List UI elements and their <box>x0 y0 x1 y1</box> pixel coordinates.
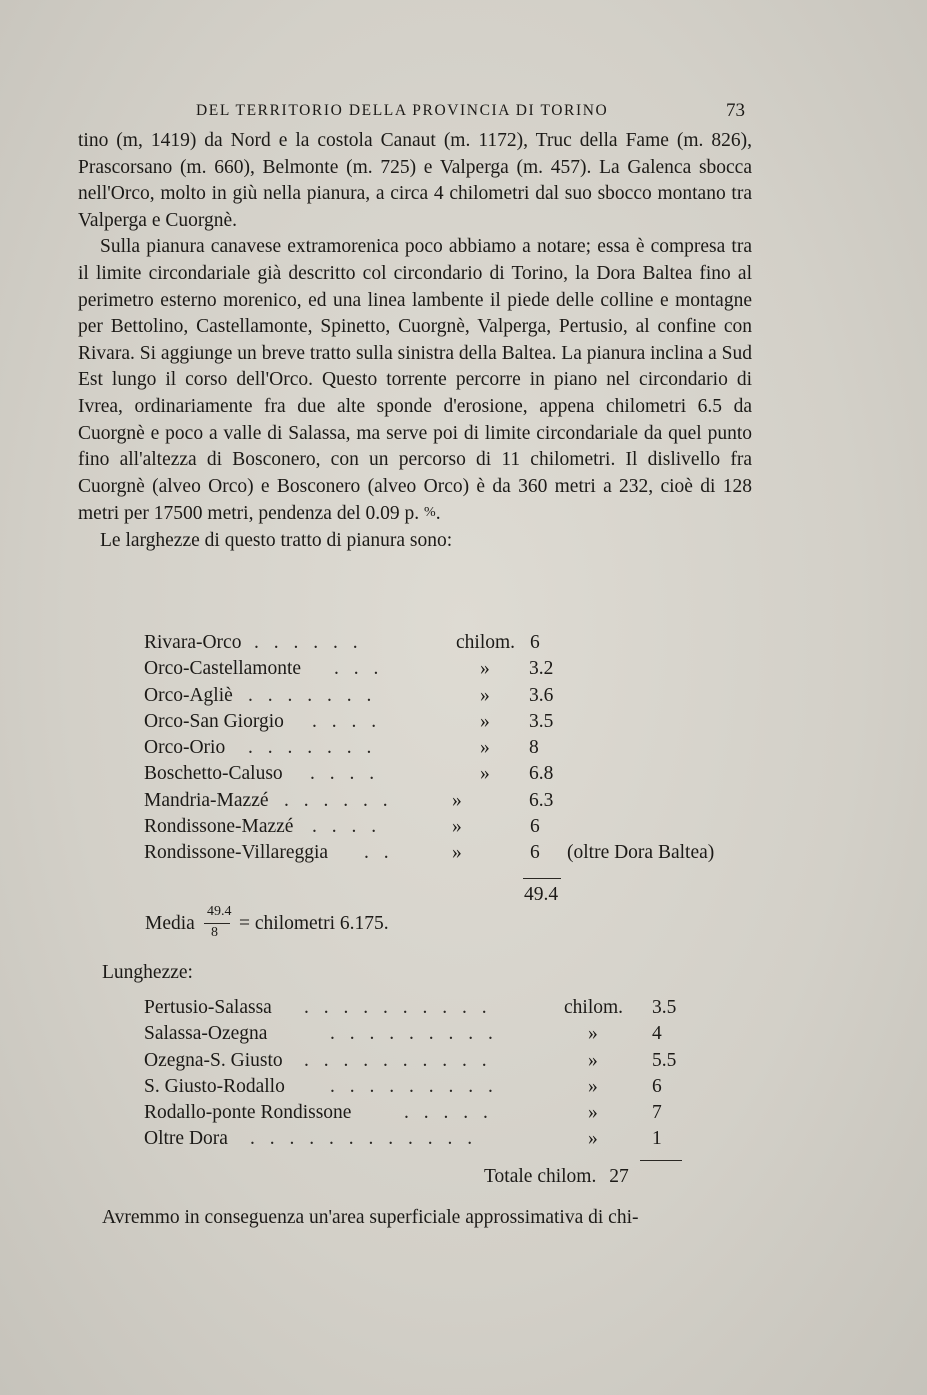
total-value: 27 <box>609 1166 629 1187</box>
row-place: Salassa-Ozegna <box>144 1023 268 1045</box>
paragraph-2-end: . <box>435 503 441 525</box>
percent-sign: % <box>424 505 436 521</box>
row-value: 6.3 <box>529 789 554 811</box>
leader-dots: . . . . . . . <box>248 684 377 706</box>
fraction-numerator: 49.4 <box>207 904 232 919</box>
row-unit: » <box>480 737 490 759</box>
sum-rule <box>523 878 561 879</box>
total-line <box>484 1166 629 1188</box>
row-value: 3.5 <box>529 710 554 732</box>
larghezze-table <box>144 632 764 869</box>
total-label: Totale chilom. <box>484 1166 597 1187</box>
table-row <box>144 1023 764 1049</box>
leader-dots: . . . . . . . . . <box>330 1075 498 1097</box>
leader-dots: . . . . . . . . . . <box>304 997 492 1018</box>
row-place: Orco-Orio <box>144 737 226 759</box>
leader-dots: . . . . . . . <box>248 737 377 759</box>
row-place: Rivara-Orco <box>144 632 242 653</box>
row-value: 1 <box>652 1128 662 1150</box>
row-value: 7 <box>652 1102 662 1124</box>
row-value: 5.5 <box>652 1049 677 1071</box>
table-row <box>144 711 764 737</box>
lunghezze-table <box>144 997 764 1155</box>
row-value: 6 <box>652 1075 662 1097</box>
paragraph-2 <box>78 234 752 528</box>
row-value: 6 <box>530 816 540 838</box>
row-unit: » <box>480 658 490 680</box>
row-unit: » <box>588 1128 598 1150</box>
table-row <box>144 1050 764 1076</box>
continuation-line: Avremmo in conseguenza un'area superficiale approssimativa di chi- <box>102 1207 639 1228</box>
table-row <box>144 632 764 658</box>
leader-dots: . . <box>364 842 394 864</box>
table-row <box>144 1076 764 1102</box>
row-place: Rondissone-Villareggia <box>144 842 329 864</box>
paragraph-2-text: Sulla pianura canavese extramorenica poco abbiamo a notare; essa è compresa tra il limite circondariale già descritto col circondario di Torino, la Dora Baltea fino al perimetro esterno morenico, ed una linea lambente il piede delle colline e montagne per Bettolino, Castellamonte, Spinetto, Cuorgnè, Valperga, Pertusio, al confine con Rivara. Si aggiunge un breve tratto sulla sinistra della Baltea. La pianura inclina a Sud Est lungo il corso dell'Orco. Questo torrente percorre in piano nel circondario di Ivrea, ordinariamente fra due alte sponde d'erosione, appena chilometri 6.5 da Cuorgnè e poco a valle di Salassa, ma serve poi di limite circondariale da quel punto fino all'altezza di Bosconero, con un percorso di 11 chilometri. Il dislivello fra Cuorgnè (alveo Orco) e Bosconero (alveo Orco) è da 360 metri a 232, cioè di 128 metri per 17500 metri, pendenza del 0.09 p. <box>78 236 752 525</box>
row-unit: » <box>480 684 490 706</box>
row-place: Orco-Castellamonte <box>144 658 302 680</box>
leader-dots: . . . . . . . . . . . . <box>250 1128 478 1150</box>
row-value: 8 <box>529 737 539 759</box>
row-note: (oltre Dora Baltea) <box>567 842 715 864</box>
leader-dots: . . . . <box>312 816 382 838</box>
table-row <box>144 685 764 711</box>
table-row <box>144 997 764 1023</box>
row-unit: » <box>452 842 462 864</box>
row-unit: » <box>480 763 490 785</box>
leader-dots: . . . . . . <box>284 789 393 811</box>
table-row <box>144 790 764 816</box>
row-value: 6.8 <box>529 763 554 785</box>
body-text <box>78 128 752 555</box>
leader-dots: . . . . . . . . . <box>330 1023 498 1045</box>
table-row <box>144 1102 764 1128</box>
larghezze-sum: 49.4 <box>524 884 559 905</box>
fraction-bar <box>204 923 230 924</box>
row-unit: » <box>588 1102 598 1124</box>
leader-dots: . . . . <box>310 763 380 785</box>
row-place: Oltre Dora <box>144 1128 228 1150</box>
table-row <box>144 763 764 789</box>
row-value: 3.2 <box>529 658 554 680</box>
row-place: Orco-Agliè <box>144 684 233 706</box>
row-place: S. Giusto-Rodallo <box>144 1075 285 1097</box>
table-row <box>144 737 764 763</box>
total-rule <box>640 1160 682 1161</box>
row-unit: chilom. <box>564 997 624 1018</box>
row-value: 3.6 <box>529 684 554 706</box>
page-number: 73 <box>726 100 745 121</box>
row-value: 4 <box>652 1023 662 1045</box>
row-place: Orco-San Giorgio <box>144 710 284 732</box>
media-result: = chilometri 6.175. <box>239 913 389 934</box>
leader-dots: . . . . . . <box>254 632 363 653</box>
row-place: Rodallo-ponte Rondissone <box>144 1102 352 1124</box>
row-place: Rondissone-Mazzé <box>144 816 294 838</box>
table-row <box>144 658 764 684</box>
row-place: Ozegna-S. Giusto <box>144 1049 283 1071</box>
leader-dots: . . . . . <box>404 1102 493 1124</box>
row-value: 3.5 <box>652 997 677 1018</box>
table-row <box>144 816 764 842</box>
leader-dots: . . . <box>334 658 384 680</box>
row-unit: » <box>588 1075 598 1097</box>
row-place: Pertusio-Salassa <box>144 997 272 1018</box>
row-unit: » <box>480 710 490 732</box>
row-value: 6 <box>530 842 540 864</box>
row-unit: » <box>588 1023 598 1045</box>
page-header <box>0 100 927 124</box>
table-row <box>144 1128 764 1154</box>
leader-dots: . . . . <box>312 710 382 732</box>
lunghezze-title: Lunghezze: <box>102 962 193 983</box>
media-formula <box>145 904 485 944</box>
leader-dots: . . . . . . . . . . <box>304 1049 492 1071</box>
media-label: Media <box>145 913 195 934</box>
row-value: 6 <box>530 632 540 653</box>
row-place: Boschetto-Caluso <box>144 763 283 785</box>
row-unit: » <box>588 1049 598 1071</box>
paragraph-1: tino (m, 1419) da Nord e la costola Canaut (m. 1172), Truc della Fame (m. 826), Prascorsano (m. 660), Belmonte (m. 725) e Valperga (m. 457). La Galenca sbocca nell'Orco, molto in giù nella pianura, a circa 4 chilometri dal suo sbocco montano tra Valperga e Cuorgnè. <box>78 130 752 231</box>
running-title: DEL TERRITORIO DELLA PROVINCIA DI TORINO <box>196 102 609 119</box>
fraction-denominator: 8 <box>211 925 218 940</box>
row-unit: » <box>452 789 462 811</box>
row-place: Mandria-Mazzé <box>144 789 269 811</box>
row-unit: » <box>452 816 462 838</box>
paragraph-3: Le larghezze di questo tratto di pianura sono: <box>100 529 453 551</box>
row-unit: chilom. <box>456 632 516 653</box>
table-row <box>144 842 764 868</box>
